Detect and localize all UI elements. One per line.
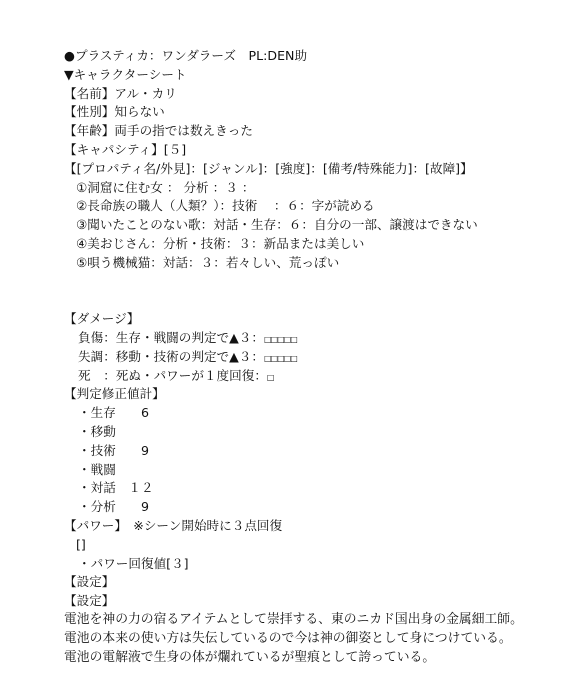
power-recovery: ・パワー回復値[３] (78, 555, 189, 571)
damage-checkboxes: □□□□□ (264, 334, 297, 344)
damage-checkboxes: □ (266, 372, 274, 382)
modifier-movement: ・移動 (78, 423, 116, 439)
damage-row-injury (64, 329, 554, 348)
property-item-1: ①洞窟に住む女 ： 分析 ：３ ： (76, 179, 255, 195)
modifiers-header: 【判定修正値計】 (64, 386, 165, 402)
property-item-5: ⑤唄う機械猫：対話：３：若々しい、荒っぽい (76, 254, 340, 270)
blank-line (64, 273, 554, 292)
modifier-technique: ・技術 9 (78, 442, 149, 458)
power-header: 【パワー】 ※シーン開始時に３点回復 (64, 517, 283, 533)
sheet-heading: ▼キャラクターシート (64, 66, 187, 82)
capacity-field: 【キャパシティ】[５] (64, 141, 187, 157)
settings-line-3: 電池の電解液で生身の体が爛れているが聖痕として誇っている。 (64, 649, 436, 665)
damage-row-text: 負傷：生存・戦闘の判定で▲３： (78, 329, 264, 345)
damage-checkboxes: □□□□□ (264, 353, 297, 363)
damage-row-text: 死 ：死ぬ・パワーが１度回復： (78, 367, 267, 383)
age-field: 【年齢】両手の指では数えきった (64, 123, 253, 139)
settings-line-1: 電池を神の力の宿るアイテムとして崇拝する、東のニカド国出身の金属細工師。 (64, 611, 523, 627)
damage-header: 【ダメージ】 (64, 311, 140, 327)
modifier-dialogue: ・対話 １２ (78, 480, 154, 496)
damage-row-text: 失調：移動・技術の判定で▲３： (78, 348, 264, 364)
damage-row-disorder (64, 348, 554, 367)
settings-header: 【設定】 (64, 593, 115, 609)
property-item-3: ③聞いたことのない歌：対話・生存：６：自分の一部、譲渡はできない (76, 217, 478, 233)
power-brackets: [] (76, 536, 86, 552)
name-field: 【名前】アル・カリ (64, 85, 177, 101)
character-sheet (64, 47, 554, 667)
settings-header: 【設定】 (64, 574, 115, 590)
settings-line-2: 電池の本来の使い方は失伝しているので今は神の御姿として身につけている。 (64, 630, 512, 646)
modifier-analysis: ・分析 9 (78, 499, 149, 515)
modifier-survival: ・生存 6 (78, 405, 149, 421)
modifier-combat: ・戦闘 (78, 461, 116, 477)
property-item-4: ④美おじさん：分析・技術：３：新品または美しい (76, 235, 365, 251)
property-item-2: ②長命族の職人（人類？）：技術 ：６：字が読める (76, 198, 375, 214)
properties-header: 【[プロパティ名/外見]：[ジャンル]：[強度]：[備考/特殊能力]：[故障]】 (64, 160, 473, 176)
title-line: ●プラスティカ：ワンダラーズ PL:DEN助 (64, 48, 308, 63)
damage-row-death (64, 367, 554, 386)
gender-field: 【性別】知らない (64, 104, 165, 120)
blank-line (64, 291, 554, 310)
